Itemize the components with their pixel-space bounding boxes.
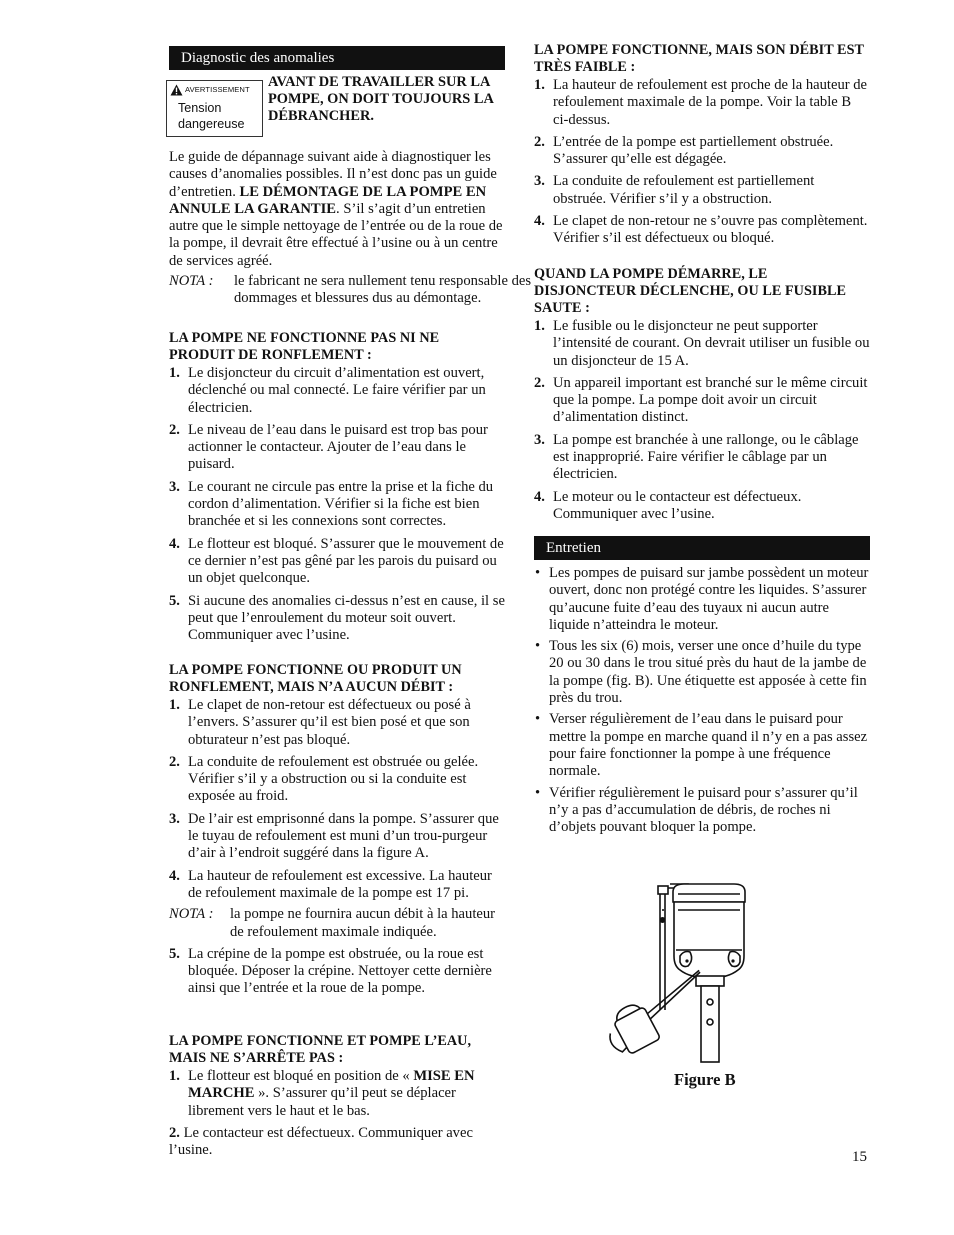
- warning-label: AVERTISSEMENT: [185, 85, 250, 94]
- page-number: 15: [852, 1149, 867, 1165]
- warning-triangle-icon: [170, 84, 183, 96]
- heading-s2: LA POMPE FONCTIONNE OU PRODUIT UN RONFLEMENT, MAIS N’A AUCUN DÉBIT :: [169, 662, 462, 695]
- intro-paragraph: Le guide de dépannage suivant aide à diagnostiquer les causes d’anomalies possibles. Il n’est donc pas un guide d’entretien. LE DÉMONTAGE DE LA POMPE EN ANNULE LA GARANTIE. S’il s’agit d’un entretien autre que le simple nettoyage de l’entrée ou de la roue de la pompe, il devrait être effectué à l’usine ou à un centre de services agréé.: [169, 149, 503, 269]
- warning-box: [166, 80, 263, 137]
- warning-text: AVANT DE TRAVAILLER SUR LA POMPE, ON DOIT TOUJOURS LA DÉBRANCHER.: [268, 74, 494, 124]
- heading-s4: LA POMPE FONCTIONNE, MAIS SON DÉBIT EST TRÈS FAIBLE :: [534, 42, 864, 75]
- section-s2: [169, 662, 505, 998]
- heading-s5: QUAND LA POMPE DÉMARRE, LE DISJONCTEUR DÉCLENCHE, OU LE FUSIBLE SAUTE :: [534, 266, 847, 316]
- list-item: 2. L’entrée de la pompe est partiellement obstruée. S’assurer qu’elle est dégagée.: [534, 133, 834, 168]
- pump-oiling-illustration: [598, 880, 758, 1066]
- list-item: 2. La conduite de refoulement est obstruée ou gelée. Vérifier s’il y a obstruction ou si la conduite est exposée au froid.: [169, 753, 479, 805]
- warning-header: [170, 83, 260, 97]
- heading-s3: LA POMPE FONCTIONNE ET POMPE L’EAU, MAIS NE S’ARRÊTE PAS :: [169, 1033, 472, 1066]
- section-s5: [534, 266, 870, 523]
- list-item: 1. Le disjoncteur du circuit d’alimentation est ouvert, déclenché ou mal connecté. Le faire vérifier par un électricien.: [169, 365, 486, 416]
- section-s4: [534, 42, 870, 248]
- list-item: 1. Le flotteur est bloqué en position de « MISE EN MARCHE ». S’assurer qu’il peut se déplacer librement vers le haut et le bas.: [169, 1068, 475, 1119]
- heading-s1: LA POMPE NE FONCTIONNE PAS NI NE PRODUIT DE RONFLEMENT :: [169, 330, 440, 363]
- section-title-diagnostic: Diagnostic des anomalies: [169, 46, 505, 70]
- list-item: • Les pompes de puisard sur jambe possèdent un moteur ouvert, donc non protégé contre les liquides. S’assurer qu’aucune fuite d’eau des tuyaux ni aucun autre liquide n’atteindra le moteur.: [535, 565, 869, 633]
- section-title-entretien: Entretien: [534, 536, 870, 560]
- list-item: 2. Un appareil important est branché sur le même circuit que la pompe. La pompe doit avoir un circuit d’alimentation distinct.: [534, 374, 868, 426]
- list-item: • Vérifier régulièrement le puisard pour s’assurer qu’il n’y a pas d’accumulation de débris, de roches ni d’objets pouvant bloquer la pompe.: [535, 784, 858, 836]
- list-item: 2. Le niveau de l’eau dans le puisard est trop bas pour actionner le contacteur. Ajouter de l’eau dans le puisard.: [169, 421, 488, 473]
- warning-body: Tension dangereuse: [178, 101, 245, 131]
- list-item: 4. Le clapet de non-retour ne s’ouvre pas complètement. Vérifier s’il est défectueux ou bloqué.: [534, 213, 868, 247]
- entretien-list: [534, 565, 870, 836]
- list-item: 4. Le flotteur est bloqué. S’assurer que le mouvement de ce dernier n’est pas gêné par les parois du puisard ou un objet quelconque.: [169, 535, 504, 587]
- list-item: • Tous les six (6) mois, verser une once d’huile du type 20 ou 30 dans le trou situé près du haut de la jambe de la pompe (fig. B). Une étiquette est apposée à cette fin près du trou.: [535, 638, 867, 707]
- list-item: 4. La hauteur de refoulement est excessive. La hauteur de refoulement maximale de la pompe est 17 pi.: [169, 867, 492, 901]
- nota-2: NOTA : la pompe ne fournira aucun débit à la hauteur de refoulement maximale indiquée.: [169, 906, 496, 940]
- list-item: 3. Le courant ne circule pas entre la prise et la fiche du cordon d’alimentation. Vérifier si la fiche est bien branchée et si les connexions sont correctes.: [169, 478, 494, 530]
- list-item: 2. Le contacteur est défectueux. Communiquer avec l’usine.: [169, 1124, 473, 1159]
- list-item: 5. Si aucune des anomalies ci-dessus n’est en cause, il se peut que l’enroulement du moteur soit ouvert. Communiquer avec l’usine.: [169, 592, 505, 644]
- list-item: 3. De l’air est emprisonné dans la pompe. S’assurer que le tuyau de refoulement est muni d’un trou-purgeur d’air à l’endroit suggéré dans la figure A.: [169, 810, 499, 862]
- list-item: • Verser régulièrement de l’eau dans le puisard pour mettre la pompe en marche quand il n’y en a pas assez pour faire fonctionner la pompe à une fréquence normale.: [535, 711, 868, 780]
- list-item: 5. La crépine de la pompe est obstruée, ou la roue est bloquée. Déposer la crépine. Nettoyer cette dernière ainsi que l’entrée et la roue de la pompe.: [169, 945, 492, 997]
- list-item: 4. Le moteur ou le contacteur est défectueux. Communiquer avec l’usine.: [534, 488, 802, 522]
- list-item: 1. La hauteur de refoulement est proche de la hauteur de refoulement maximale de la pompe. Voir la table B ci-dessus.: [534, 77, 868, 128]
- section-s3: [169, 1033, 505, 1159]
- list-item: 1. Le fusible ou le disjoncteur ne peut supporter l’intensité de courant. On devrait utiliser un fusible ou un disjoncteur de 15 A.: [534, 318, 870, 369]
- nota-1: NOTA : le fabricant ne sera nullement tenu responsable des dommages et blessures dus au démontage.: [169, 273, 532, 307]
- figure-caption: Figure B: [674, 1070, 736, 1089]
- list-item: 1. Le clapet de non-retour est défectueux ou posé à l’envers. S’assurer qu’il est bien posé et que son obturateur n’est pas bloqué.: [169, 697, 471, 748]
- section-s1: [169, 330, 505, 644]
- list-item: 3. La conduite de refoulement est partiellement obstruée. Vérifier s’il y a obstruction.: [534, 173, 815, 207]
- list-item: 3. La pompe est branchée à une rallonge, ou le câblage est inapproprié. Faire vérifier le câblage par un électricien.: [534, 431, 859, 483]
